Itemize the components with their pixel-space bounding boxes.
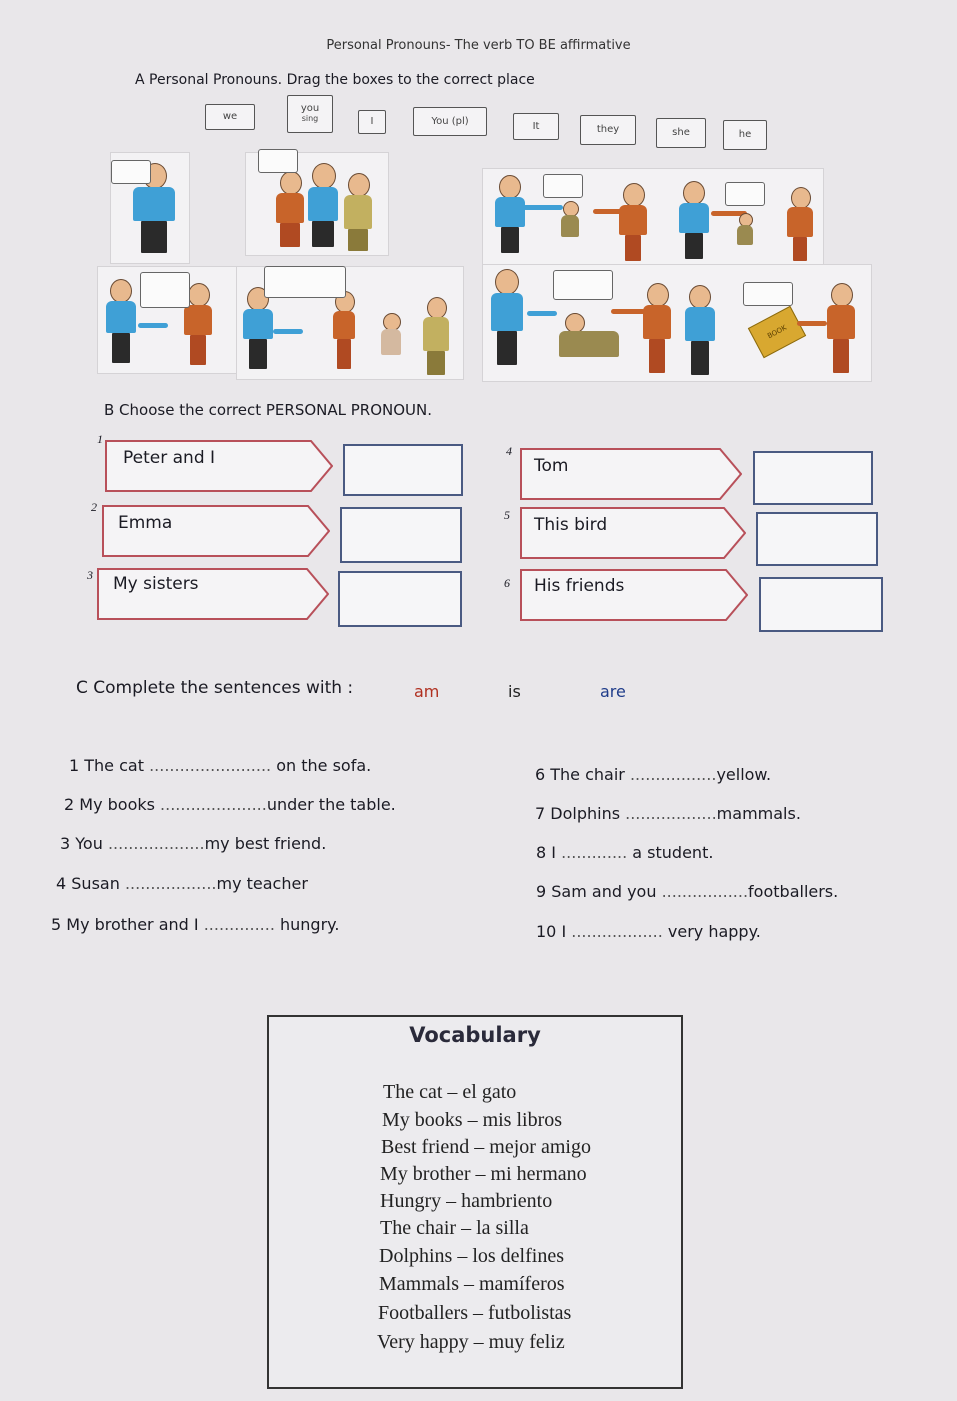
pronoun-arrow-5: This bird <box>520 507 746 559</box>
word-box-she[interactable]: she <box>656 118 706 148</box>
word-box-you-sing[interactable]: you sing <box>287 95 333 133</box>
vocab-item: My brother – mi hermano <box>380 1163 587 1185</box>
sentence-6: 6 The chair .................yellow. <box>535 765 772 784</box>
blank-8[interactable]: ............. <box>561 843 628 862</box>
option-am: am <box>414 682 440 701</box>
vocab-item: The cat – el gato <box>383 1081 517 1103</box>
sentence-5: 5 My brother and I .............. hungry. <box>51 915 340 934</box>
blank-1[interactable]: ........................ <box>149 756 272 775</box>
blank-3[interactable]: ................... <box>107 834 205 853</box>
blank-5[interactable]: .............. <box>203 915 275 934</box>
sentence-8: 8 I ............. a student. <box>536 843 714 862</box>
word-box-you-pl[interactable]: You (pl) <box>413 107 487 136</box>
sentence-2: 2 My books .....................under the table. <box>64 795 396 814</box>
vocab-item: Mammals – mamíferos <box>379 1273 565 1295</box>
option-are: are <box>600 682 626 701</box>
picture-pointing-row-2 <box>482 264 872 382</box>
section-c-heading: C Complete the sentences with : <box>76 678 354 698</box>
blank-7[interactable]: .................. <box>625 804 717 823</box>
section-b-heading: B Choose the correct PERSONAL PRONOUN. <box>104 401 433 419</box>
blank-4[interactable]: .................. <box>124 874 217 893</box>
drop-slot-6[interactable] <box>264 266 346 298</box>
drop-slot-2[interactable] <box>258 149 298 173</box>
sentence-7: 7 Dolphins ..................mammals. <box>535 804 801 823</box>
answer-box-3[interactable] <box>338 571 462 627</box>
drop-slot-7[interactable] <box>553 270 613 300</box>
word-box-he[interactable]: he <box>723 120 767 150</box>
answer-box-1[interactable] <box>343 444 463 496</box>
item-number: 5 <box>504 508 510 522</box>
worksheet-title: Personal Pronouns- The verb TO BE affirmative <box>326 38 631 53</box>
vocabulary-box <box>267 1015 683 1389</box>
answer-box-6[interactable] <box>759 577 883 632</box>
blank-6[interactable]: ................. <box>629 765 717 784</box>
pronoun-arrow-6: His friends <box>520 569 748 621</box>
blank-2[interactable]: ..................... <box>160 795 267 814</box>
vocabulary-heading: Vocabulary <box>409 1023 541 1047</box>
vocab-item: Hungry – hambriento <box>380 1190 553 1212</box>
vocab-item: Very happy – muy feliz <box>377 1331 565 1353</box>
item-number: 4 <box>506 444 512 458</box>
item-number: 6 <box>504 576 510 590</box>
sentence-4: 4 Susan ..................my teacher <box>56 874 308 893</box>
drop-slot-8[interactable] <box>743 282 793 306</box>
item-number: 3 <box>87 568 93 582</box>
word-box-it[interactable]: It <box>513 113 559 140</box>
item-number: 1 <box>97 432 103 446</box>
picture-pointing-row-1 <box>482 168 824 266</box>
item-number: 2 <box>91 500 97 514</box>
vocab-item: Best friend – mejor amigo <box>381 1136 591 1158</box>
pronoun-arrow-1: Peter and I <box>105 440 333 492</box>
word-box-we[interactable]: we <box>205 104 255 130</box>
pronoun-arrow-2: Emma <box>102 505 330 557</box>
sentence-10: 10 I .................. very happy. <box>536 922 761 941</box>
drop-slot-4[interactable] <box>725 182 765 206</box>
vocab-item: My books – mis libros <box>382 1109 563 1131</box>
vocab-item: Footballers – futbolistas <box>378 1302 572 1324</box>
sentence-3: 3 You ...................my best friend. <box>60 834 327 853</box>
sentence-9: 9 Sam and you .................footballers. <box>536 882 839 901</box>
answer-box-4[interactable] <box>753 451 873 505</box>
drop-slot-5[interactable] <box>140 272 190 308</box>
answer-box-5[interactable] <box>756 512 878 566</box>
pronoun-arrow-4: Tom <box>520 448 742 500</box>
pronoun-arrow-3: My sisters <box>97 568 329 620</box>
word-box-i[interactable]: I <box>358 110 386 134</box>
answer-box-2[interactable] <box>340 507 462 563</box>
blank-10[interactable]: .................. <box>571 922 663 941</box>
section-a-heading: A Personal Pronouns. Drag the boxes to the correct place <box>135 72 535 88</box>
blank-9[interactable]: ................. <box>661 882 749 901</box>
vocab-item: The chair – la silla <box>380 1217 529 1239</box>
drop-slot-3[interactable] <box>543 174 583 198</box>
option-is: is <box>508 682 521 701</box>
vocab-item: Dolphins – los delfines <box>379 1245 564 1267</box>
drop-slot-1[interactable] <box>111 160 151 184</box>
sentence-1: 1 The cat ........................ on the sofa. <box>69 756 372 775</box>
word-box-they[interactable]: they <box>580 115 636 145</box>
book-icon: BOOK <box>748 306 806 359</box>
